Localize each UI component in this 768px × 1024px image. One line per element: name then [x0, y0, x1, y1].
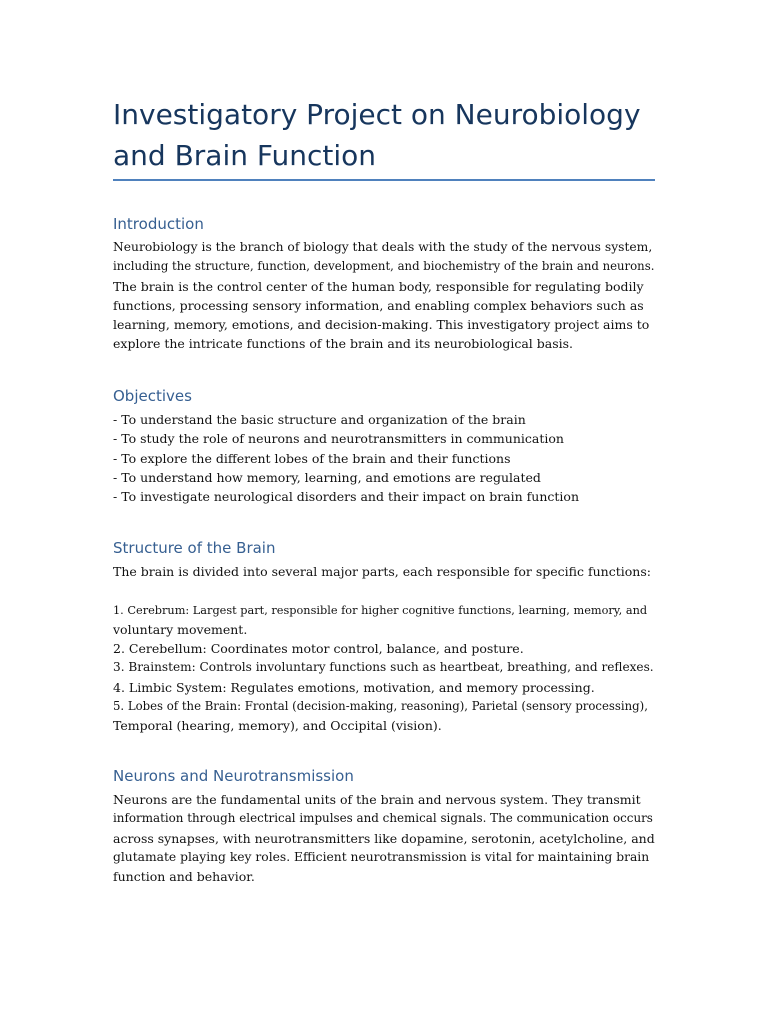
list-item: - To understand the basic structure and organization of the brain [113, 412, 526, 427]
list-line: 3. Brainstem: Controls involuntary functions such as heartbeat, breathing, and reflexes. [113, 660, 654, 675]
section-heading: Structure of the Brain [113, 539, 276, 557]
list-line: voluntary movement. [113, 621, 248, 637]
list-item: - To explore the different lobes of the brain and their functions [113, 450, 511, 466]
text-line: function and behavior. [113, 869, 255, 885]
text-line: The brain is the control center of the human body, responsible for regulating bodily [113, 278, 644, 294]
text-line: functions, processing sensory information, and enabling complex behaviors such as [113, 297, 644, 313]
section-neurons [113, 765, 655, 886]
section-introduction [113, 213, 655, 354]
paragraph-gap [113, 581, 655, 600]
text-line: Neurobiology is the branch of biology that deals with the study of the nervous system, [113, 240, 653, 254]
list-line: 2. Cerebellum: Coordinates motor control, balance, and posture. [113, 641, 524, 657]
structure-intro: The brain is divided into several major parts, each responsible for specific functions: [113, 564, 651, 579]
objectives-list [113, 410, 655, 506]
list-item: - To study the role of neurons and neurotransmitters in communication [113, 431, 564, 447]
section-heading: Introduction [113, 215, 204, 233]
introduction-paragraph [113, 238, 655, 354]
title-line: and Brain Function [113, 139, 376, 172]
section-structure-of-brain [113, 537, 655, 736]
text-line: information through electrical impulses and chemical signals. The communication occurs [113, 811, 653, 826]
text-line: learning, memory, emotions, and decision-making. This investigatory project aims to [113, 317, 650, 333]
neurons-paragraph [113, 790, 655, 886]
section-heading: Objectives [113, 387, 192, 405]
text-line: including the structure, function, development, and biochemistry of the brain and neurons. [113, 259, 655, 274]
section-heading: Neurons and Neurotransmission [113, 767, 354, 785]
list-line: 4. Limbic System: Regulates emotions, motivation, and memory processing. [113, 679, 595, 695]
text-line: explore the intricate functions of the brain and its neurobiological basis. [113, 336, 574, 352]
title-divider [113, 179, 655, 181]
document-title [113, 94, 655, 176]
list-line: 1. Cerebrum: Largest part, responsible for higher cognitive functions, learning, memory, and [113, 603, 648, 617]
title-line: Investigatory Project on Neurobiology [113, 98, 641, 131]
list-line: 5. Lobes of the Brain: Frontal (decision-making, reasoning), Parietal (sensory processing), [113, 699, 648, 714]
section-objectives [113, 385, 655, 506]
structure-content [113, 562, 655, 736]
text-line: across synapses, with neurotransmitters like dopamine, serotonin, acetylcholine, and [113, 830, 655, 846]
list-item: - To investigate neurological disorders and their impact on brain function [113, 489, 580, 505]
list-line: Temporal (hearing, memory), and Occipital (vision). [113, 718, 442, 734]
list-item: - To understand how memory, learning, and emotions are regulated [113, 469, 541, 485]
text-line: glutamate playing key roles. Efficient neurotransmission is vital for maintaining brain [113, 849, 650, 864]
text-line: Neurons are the fundamental units of the brain and nervous system. They transmit [113, 792, 641, 807]
